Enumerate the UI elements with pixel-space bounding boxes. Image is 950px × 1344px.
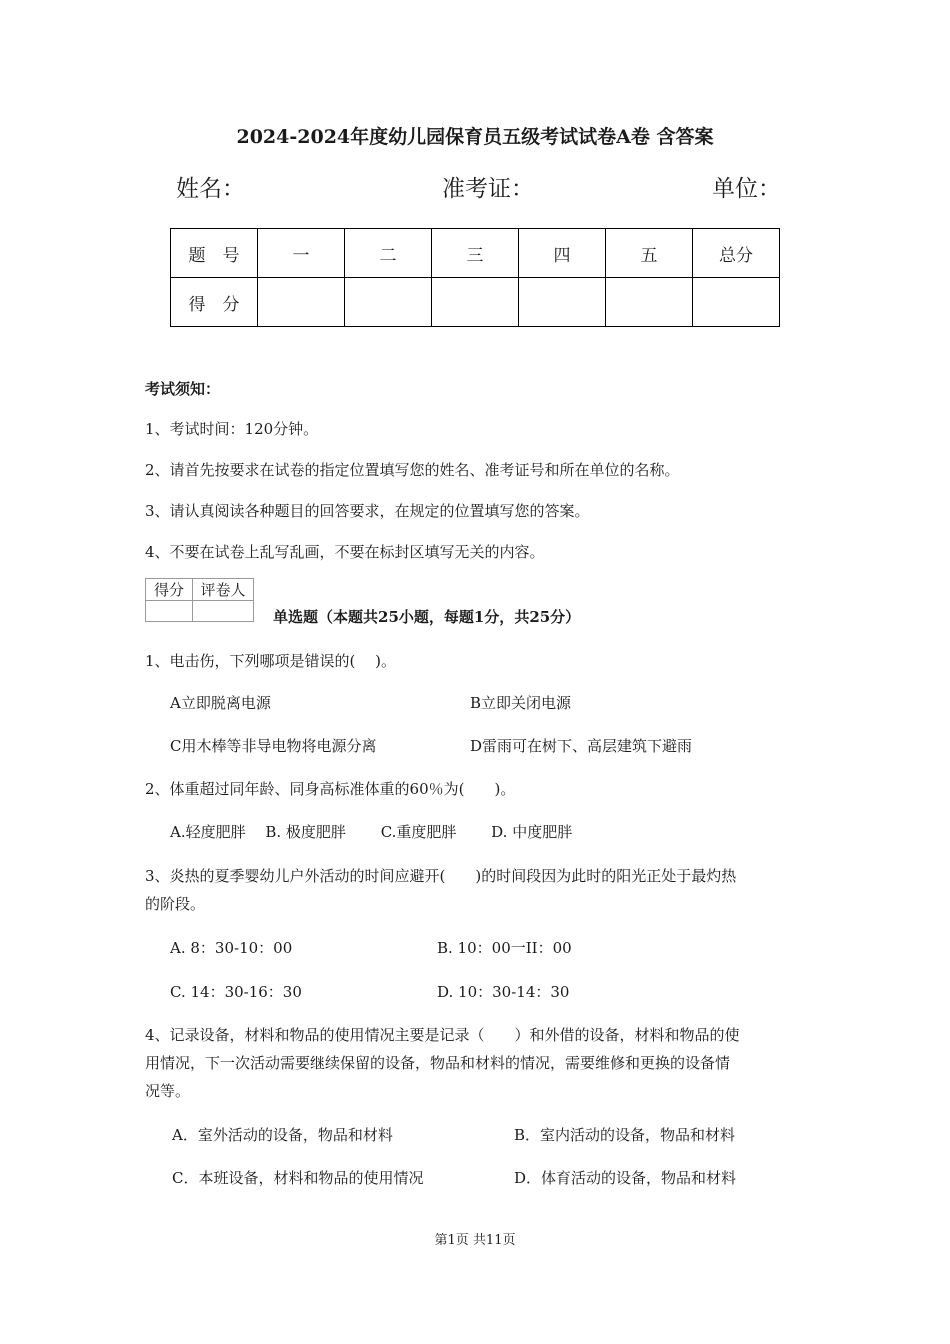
header-cell-section-2: 二 [345, 229, 432, 278]
score-cell [606, 278, 693, 327]
score-cell [693, 278, 780, 327]
score-table [170, 228, 780, 327]
question-3-stem-line-2: 的阶段。 [145, 895, 206, 913]
header-cell-section-5: 五 [606, 229, 693, 278]
question-1-option-a: A立即脱离电源 [170, 694, 271, 712]
question-3-stem-line-1: 3、炎热的夏季婴幼儿户外活动的时间应避开( )的时间段因为此时的阳光正处于最灼热 [145, 867, 737, 885]
question-4-option-d: D．体育活动的设备，物品和材料 [514, 1169, 737, 1187]
question-1-option-c: C用木棒等非导电物将电源分离 [170, 737, 377, 755]
page-footer: 第1页 共11页 [434, 1233, 516, 1248]
score-cell [519, 278, 606, 327]
question-3-option-b: B. 10：00一II：00 [437, 939, 572, 957]
notice-item: 3、请认真阅读各种题目的回答要求，在规定的位置填写您的答案。 [145, 502, 590, 520]
score-table-score-row [171, 278, 780, 327]
question-4-stem-line-3: 况等。 [145, 1082, 191, 1100]
score-cell [345, 278, 432, 327]
header-cell-section-1: 一 [258, 229, 345, 278]
grader-name-cell [193, 601, 254, 622]
score-cell [258, 278, 345, 327]
question-1-option-d: D雷雨可在树下、高层建筑下避雨 [470, 737, 693, 755]
question-4-option-b: B．室内活动的设备，物品和材料 [514, 1126, 736, 1144]
question-2-stem: 2、体重超过同年龄、同身高标准体重的60％为( )。 [145, 780, 516, 798]
page-title: 2024-2024年度幼儿园保育员五级考试试卷A卷 含答案 [236, 126, 714, 148]
notice-item: 4、不要在试卷上乱写乱画，不要在标封区填写无关的内容。 [145, 543, 545, 561]
question-1-stem: 1、电击伤，下列哪项是错误的( )。 [145, 652, 397, 670]
notice-heading: 考试须知： [145, 380, 221, 398]
score-row-label: 得 分 [171, 278, 258, 327]
grader-box [145, 578, 254, 622]
question-4-stem-line-2: 用情况，下一次活动需要继续保留的设备，物品和材料的情况，需要维修和更换的设备情 [145, 1054, 731, 1072]
question-4-stem-line-1: 4、记录设备，材料和物品的使用情况主要是记录（ ）和外借的设备，材料和物品的使 [145, 1026, 740, 1044]
question-2-options: A.轻度肥胖 B. 极度肥胖 C.重度肥胖 D. 中度肥胖 [170, 823, 573, 841]
notice-item: 2、请首先按要求在试卷的指定位置填写您的姓名、准考证号和所在单位的名称。 [145, 461, 680, 479]
question-1-option-b: B立即关闭电源 [470, 694, 572, 712]
header-cell-total: 总分 [693, 229, 780, 278]
question-3-option-d: D. 10：30-14：30 [437, 983, 570, 1001]
unit-label: 单位： [712, 176, 781, 202]
section-title: 单选题（本题共25小题，每题1分，共25分） [273, 608, 581, 626]
header-cell-section-4: 四 [519, 229, 606, 278]
question-3-option-c: C. 14：30-16：30 [170, 983, 302, 1001]
header-cell-question-number: 题 号 [171, 229, 258, 278]
score-table-header-row [171, 229, 780, 278]
grader-score-label: 得分 [146, 579, 193, 601]
question-4-option-a: A．室外活动的设备，物品和材料 [172, 1126, 393, 1144]
name-label: 姓名： [176, 176, 245, 202]
notice-item: 1、考试时间：120分钟。 [145, 420, 319, 438]
question-4-option-c: C．本班设备，材料和物品的使用情况 [172, 1169, 424, 1187]
question-3-option-a: A. 8：30-10：00 [170, 939, 293, 957]
exam-number-label: 准考证： [442, 176, 534, 202]
grader-name-label: 评卷人 [193, 579, 254, 601]
grader-score-cell [146, 601, 193, 622]
header-cell-section-3: 三 [432, 229, 519, 278]
score-cell [432, 278, 519, 327]
